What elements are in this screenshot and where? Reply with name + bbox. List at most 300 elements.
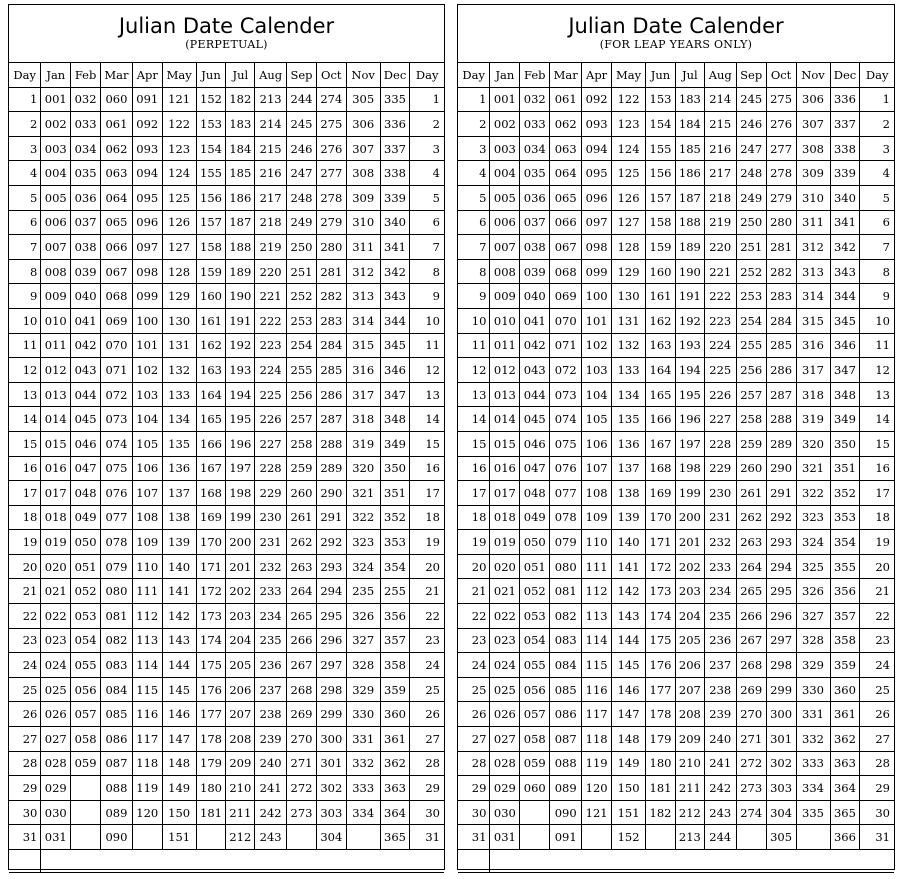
- calendar-title: Julian Date Calender: [118, 14, 335, 38]
- julian-date-cell: 096: [132, 210, 162, 235]
- julian-date-cell: 174: [196, 628, 226, 653]
- table-row: [458, 554, 894, 579]
- julian-date-cell: 300: [316, 727, 346, 752]
- julian-date-cell: 036: [520, 185, 550, 210]
- day-number-cell: 6: [9, 210, 41, 235]
- julian-date-cell: 203: [675, 579, 704, 604]
- julian-date-cell: 293: [766, 530, 796, 555]
- month-column-header: Jul: [226, 63, 255, 87]
- table-row: [458, 481, 894, 506]
- julian-date-cell: 183: [675, 87, 704, 112]
- julian-date-cell: 177: [646, 677, 676, 702]
- table-row: [458, 308, 894, 333]
- day-number-cell: 15: [860, 431, 894, 456]
- julian-date-cell: 357: [380, 628, 410, 653]
- day-number-cell: 24: [458, 653, 490, 678]
- julian-date-cell: 323: [346, 530, 380, 555]
- julian-date-cell: 150: [162, 800, 196, 825]
- day-number-cell: 15: [410, 431, 444, 456]
- julian-date-cell: 188: [226, 235, 255, 260]
- julian-date-cell: 184: [675, 112, 704, 137]
- julian-date-cell: 262: [736, 505, 766, 530]
- table-row: [9, 308, 444, 333]
- day-number-cell: 19: [410, 530, 444, 555]
- julian-date-cell: 134: [612, 382, 646, 407]
- table-row: [458, 431, 894, 456]
- julian-date-cell: 327: [346, 628, 380, 653]
- day-number-cell: 14: [410, 407, 444, 432]
- table-row: [458, 653, 894, 678]
- julian-date-cell: 283: [766, 284, 796, 309]
- julian-date-cell: 101: [132, 333, 162, 358]
- julian-date-cell: 321: [346, 481, 380, 506]
- julian-date-cell: 247: [287, 161, 317, 186]
- julian-date-cell: 181: [646, 776, 676, 801]
- julian-date-cell: 025: [490, 677, 520, 702]
- julian-date-cell: 058: [71, 727, 101, 752]
- julian-date-cell: 095: [582, 161, 612, 186]
- day-number-cell: 26: [458, 702, 490, 727]
- julian-date-cell: 022: [490, 604, 520, 629]
- julian-date-cell: 157: [196, 210, 226, 235]
- julian-date-cell: 310: [346, 210, 380, 235]
- julian-date-cell: 075: [101, 456, 133, 481]
- day-number-cell: 16: [9, 456, 41, 481]
- julian-date-cell: 307: [346, 136, 380, 161]
- julian-date-cell: 299: [316, 702, 346, 727]
- julian-date-cell: 158: [646, 210, 676, 235]
- day-number-cell: 27: [860, 727, 894, 752]
- julian-date-cell: 211: [226, 800, 255, 825]
- day-number-cell: 13: [458, 382, 490, 407]
- julian-date-cell: 074: [101, 431, 133, 456]
- julian-date-cell: 142: [162, 604, 196, 629]
- julian-date-cell: 320: [346, 456, 380, 481]
- julian-date-cell: 164: [196, 382, 226, 407]
- julian-date-cell: 212: [675, 800, 704, 825]
- julian-date-cell: 363: [830, 751, 860, 776]
- julian-date-cell: 039: [520, 259, 550, 284]
- julian-date-cell: 166: [196, 431, 226, 456]
- julian-date-cell: 119: [582, 751, 612, 776]
- julian-date-cell: 329: [346, 677, 380, 702]
- julian-date-cell: 092: [582, 87, 612, 112]
- table-row: [9, 235, 444, 260]
- julian-date-cell: 016: [490, 456, 520, 481]
- month-column-header: Aug: [704, 63, 736, 87]
- julian-date-cell: 024: [41, 653, 71, 678]
- day-number-cell: 14: [9, 407, 41, 432]
- julian-date-cell: 178: [646, 702, 676, 727]
- julian-date-cell: 182: [226, 87, 255, 112]
- day-number-cell: 13: [860, 382, 894, 407]
- day-column-header: Day: [410, 63, 444, 87]
- julian-date-cell: 319: [346, 431, 380, 456]
- julian-date-cell: 062: [101, 136, 133, 161]
- day-column-header: Day: [458, 63, 490, 87]
- julian-date-cell: 269: [287, 702, 317, 727]
- julian-date-cell: 053: [520, 604, 550, 629]
- julian-date-cell: 174: [646, 604, 676, 629]
- day-number-cell: 25: [458, 677, 490, 702]
- day-number-cell: 21: [860, 579, 894, 604]
- julian-date-cell: 281: [766, 235, 796, 260]
- julian-date-cell: 102: [582, 333, 612, 358]
- julian-date-cell: [132, 825, 162, 850]
- month-column-header: Apr: [132, 63, 162, 87]
- julian-date-cell: 224: [704, 333, 736, 358]
- julian-date-cell: 133: [162, 382, 196, 407]
- julian-date-cell: 305: [346, 87, 380, 112]
- julian-date-cell: 297: [316, 653, 346, 678]
- day-number-cell: 2: [860, 112, 894, 137]
- julian-date-cell: 024: [490, 653, 520, 678]
- julian-date-cell: 115: [132, 677, 162, 702]
- table-row: [9, 702, 444, 727]
- julian-date-cell: 148: [162, 751, 196, 776]
- julian-date-cell: 055: [520, 653, 550, 678]
- julian-date-cell: 151: [612, 800, 646, 825]
- table-row: [458, 456, 894, 481]
- julian-date-cell: 239: [704, 702, 736, 727]
- julian-date-cell: 059: [520, 751, 550, 776]
- julian-date-cell: 046: [71, 431, 101, 456]
- day-number-cell: 16: [410, 456, 444, 481]
- julian-date-cell: 129: [612, 259, 646, 284]
- day-number-cell: 2: [410, 112, 444, 137]
- julian-date-cell: 194: [675, 358, 704, 383]
- julian-date-cell: 271: [287, 751, 317, 776]
- julian-date-cell: 283: [316, 308, 346, 333]
- julian-date-cell: 233: [255, 579, 287, 604]
- julian-date-cell: 082: [101, 628, 133, 653]
- julian-date-cell: 156: [646, 161, 676, 186]
- julian-date-cell: 313: [346, 284, 380, 309]
- julian-date-cell: 114: [582, 628, 612, 653]
- julian-date-cell: 279: [766, 185, 796, 210]
- julian-date-cell: 077: [101, 505, 133, 530]
- day-number-cell: 1: [860, 87, 894, 112]
- julian-date-cell: 249: [287, 210, 317, 235]
- julian-date-cell: 065: [101, 210, 133, 235]
- julian-date-cell: 047: [71, 456, 101, 481]
- julian-date-cell: 135: [162, 431, 196, 456]
- julian-date-cell: 199: [675, 481, 704, 506]
- julian-date-cell: 233: [704, 554, 736, 579]
- julian-date-cell: 037: [520, 210, 550, 235]
- julian-date-cell: 102: [132, 358, 162, 383]
- julian-date-cell: 227: [255, 431, 287, 456]
- day-number-cell: 1: [410, 87, 444, 112]
- julian-date-cell: 257: [287, 407, 317, 432]
- julian-date-cell: 100: [582, 284, 612, 309]
- julian-date-cell: 161: [646, 284, 676, 309]
- julian-date-cell: 090: [550, 800, 582, 825]
- julian-date-cell: 020: [490, 554, 520, 579]
- month-column-header: Apr: [582, 63, 612, 87]
- julian-date-cell: 041: [71, 308, 101, 333]
- julian-date-cell: 045: [520, 407, 550, 432]
- julian-date-cell: 256: [287, 382, 317, 407]
- julian-date-cell: 358: [380, 653, 410, 678]
- table-row: [458, 751, 894, 776]
- julian-date-cell: 005: [41, 185, 71, 210]
- table-row: [9, 751, 444, 776]
- table-row: [458, 284, 894, 309]
- julian-date-cell: 033: [71, 112, 101, 137]
- julian-date-cell: 342: [380, 259, 410, 284]
- julian-date-cell: 206: [675, 653, 704, 678]
- julian-date-cell: 148: [612, 727, 646, 752]
- julian-date-cell: 351: [380, 481, 410, 506]
- julian-date-cell: 311: [346, 235, 380, 260]
- julian-date-cell: 137: [612, 456, 646, 481]
- julian-date-cell: 245: [287, 112, 317, 137]
- julian-date-cell: 361: [380, 727, 410, 752]
- julian-date-cell: 362: [830, 727, 860, 752]
- julian-date-cell: 237: [255, 677, 287, 702]
- julian-date-cell: 191: [675, 284, 704, 309]
- julian-date-cell: 172: [646, 554, 676, 579]
- table-row: [458, 161, 894, 186]
- day-number-cell: 19: [458, 530, 490, 555]
- day-number-cell: 3: [410, 136, 444, 161]
- table-row: [458, 727, 894, 752]
- julian-date-cell: 292: [766, 505, 796, 530]
- julian-date-cell: 304: [316, 825, 346, 850]
- julian-date-cell: 351: [830, 456, 860, 481]
- calendar-perpetual: [8, 4, 445, 870]
- day-number-cell: 19: [860, 530, 894, 555]
- table-row: [458, 825, 894, 850]
- julian-date-cell: 296: [316, 628, 346, 653]
- table-row: [458, 604, 894, 629]
- julian-date-cell: 325: [796, 554, 830, 579]
- julian-date-cell: 302: [316, 776, 346, 801]
- day-number-cell: 14: [860, 407, 894, 432]
- julian-date-cell: 023: [490, 628, 520, 653]
- month-column-header: Mar: [101, 63, 133, 87]
- day-number-cell: 24: [9, 653, 41, 678]
- julian-date-cell: 217: [704, 161, 736, 186]
- julian-date-cell: 125: [612, 161, 646, 186]
- julian-date-cell: 207: [675, 677, 704, 702]
- julian-date-cell: 223: [704, 308, 736, 333]
- julian-date-cell: 094: [582, 136, 612, 161]
- day-number-cell: 30: [458, 800, 490, 825]
- julian-date-cell: 226: [255, 407, 287, 432]
- month-column-header: Jun: [196, 63, 226, 87]
- julian-date-cell: 136: [162, 456, 196, 481]
- month-column-header: Feb: [520, 63, 550, 87]
- day-number-cell: 28: [860, 751, 894, 776]
- julian-date-cell: 049: [71, 505, 101, 530]
- julian-date-cell: 004: [41, 161, 71, 186]
- julian-date-cell: 320: [796, 431, 830, 456]
- table-row: [458, 87, 894, 112]
- julian-date-cell: 306: [796, 87, 830, 112]
- month-column-header: Nov: [346, 63, 380, 87]
- julian-date-cell: 001: [490, 87, 520, 112]
- day-number-cell: 9: [9, 284, 41, 309]
- julian-date-cell: 047: [520, 456, 550, 481]
- julian-date-cell: 209: [226, 751, 255, 776]
- header-row: [9, 63, 444, 87]
- julian-date-cell: 119: [132, 776, 162, 801]
- julian-date-cell: 056: [520, 677, 550, 702]
- julian-date-cell: 075: [550, 431, 582, 456]
- julian-date-cell: 022: [41, 604, 71, 629]
- julian-date-cell: 143: [162, 628, 196, 653]
- julian-date-cell: 339: [830, 161, 860, 186]
- day-number-cell: 27: [410, 727, 444, 752]
- day-number-cell: 28: [410, 751, 444, 776]
- julian-date-cell: 341: [380, 235, 410, 260]
- julian-date-cell: 348: [830, 382, 860, 407]
- julian-date-cell: 169: [196, 505, 226, 530]
- julian-date-cell: 206: [226, 677, 255, 702]
- julian-date-cell: 305: [766, 825, 796, 850]
- julian-date-cell: 038: [71, 235, 101, 260]
- julian-date-cell: 279: [316, 210, 346, 235]
- day-number-cell: 7: [9, 235, 41, 260]
- table-row: [9, 554, 444, 579]
- julian-date-cell: 035: [71, 161, 101, 186]
- julian-date-cell: 197: [226, 456, 255, 481]
- day-number-cell: 21: [410, 579, 444, 604]
- julian-date-cell: 268: [736, 653, 766, 678]
- julian-date-cell: 228: [704, 431, 736, 456]
- julian-date-cell: 094: [132, 161, 162, 186]
- table-row: [458, 628, 894, 653]
- julian-date-cell: 215: [255, 136, 287, 161]
- julian-date-cell: 365: [830, 800, 860, 825]
- julian-date-cell: 184: [226, 136, 255, 161]
- julian-date-cell: 232: [704, 530, 736, 555]
- month-column-header: Sep: [287, 63, 317, 87]
- julian-date-cell: 197: [675, 431, 704, 456]
- julian-date-cell: 231: [704, 505, 736, 530]
- julian-date-cell: 182: [646, 800, 676, 825]
- julian-date-cell: 049: [520, 505, 550, 530]
- julian-date-cell: 241: [704, 751, 736, 776]
- julian-date-cell: 065: [550, 185, 582, 210]
- julian-date-cell: 056: [71, 677, 101, 702]
- julian-date-cell: 179: [646, 727, 676, 752]
- julian-date-cell: 194: [226, 382, 255, 407]
- julian-date-cell: 329: [796, 653, 830, 678]
- day-number-cell: 8: [410, 259, 444, 284]
- julian-date-cell: 018: [41, 505, 71, 530]
- day-number-cell: 12: [860, 358, 894, 383]
- julian-date-cell: 253: [287, 308, 317, 333]
- julian-date-cell: 111: [582, 554, 612, 579]
- month-column-header: Jan: [490, 63, 520, 87]
- julian-date-cell: 330: [796, 677, 830, 702]
- table-row: [458, 235, 894, 260]
- day-number-cell: 22: [458, 604, 490, 629]
- julian-date-cell: 195: [226, 407, 255, 432]
- julian-date-cell: 218: [255, 210, 287, 235]
- julian-date-cell: 160: [196, 284, 226, 309]
- julian-date-cell: 213: [675, 825, 704, 850]
- month-column-header: Dec: [380, 63, 410, 87]
- julian-date-cell: 210: [226, 776, 255, 801]
- julian-date-cell: 249: [736, 185, 766, 210]
- julian-date-cell: 345: [830, 308, 860, 333]
- julian-date-cell: 053: [71, 604, 101, 629]
- day-number-cell: 25: [410, 677, 444, 702]
- julian-date-cell: 120: [582, 776, 612, 801]
- julian-date-cell: 260: [736, 456, 766, 481]
- julian-date-cell: 298: [316, 677, 346, 702]
- julian-date-cell: 120: [132, 800, 162, 825]
- julian-date-cell: 173: [196, 604, 226, 629]
- julian-date-cell: 064: [550, 161, 582, 186]
- julian-date-cell: 118: [582, 727, 612, 752]
- julian-date-cell: 060: [520, 776, 550, 801]
- julian-date-cell: 179: [196, 751, 226, 776]
- julian-date-cell: 077: [550, 481, 582, 506]
- julian-date-cell: 115: [582, 653, 612, 678]
- julian-date-cell: 130: [612, 284, 646, 309]
- julian-date-cell: 274: [736, 800, 766, 825]
- julian-date-cell: 192: [226, 333, 255, 358]
- julian-date-cell: 108: [582, 481, 612, 506]
- julian-date-cell: 180: [646, 751, 676, 776]
- julian-date-cell: 216: [704, 136, 736, 161]
- julian-date-cell: 186: [226, 185, 255, 210]
- day-number-cell: 6: [458, 210, 490, 235]
- table-row: [9, 579, 444, 604]
- julian-date-cell: 360: [380, 702, 410, 727]
- julian-date-cell: 294: [316, 579, 346, 604]
- julian-date-cell: 258: [736, 407, 766, 432]
- julian-date-cell: 147: [612, 702, 646, 727]
- julian-date-cell: 028: [490, 751, 520, 776]
- julian-date-cell: 064: [101, 185, 133, 210]
- julian-date-cell: 339: [380, 185, 410, 210]
- julian-date-cell: 112: [132, 604, 162, 629]
- julian-date-cell: 335: [380, 87, 410, 112]
- julian-date-cell: 012: [41, 358, 71, 383]
- julian-date-cell: 255: [287, 358, 317, 383]
- julian-date-cell: 357: [830, 604, 860, 629]
- day-number-cell: 12: [9, 358, 41, 383]
- julian-date-cell: 180: [196, 776, 226, 801]
- table-row: [458, 776, 894, 801]
- julian-date-cell: 009: [41, 284, 71, 309]
- julian-date-cell: 050: [520, 530, 550, 555]
- julian-date-cell: 354: [830, 530, 860, 555]
- julian-date-cell: 162: [196, 333, 226, 358]
- julian-date-cell: 331: [346, 727, 380, 752]
- julian-date-cell: 098: [132, 259, 162, 284]
- julian-date-cell: 013: [41, 382, 71, 407]
- julian-date-cell: 235: [704, 604, 736, 629]
- julian-date-cell: 269: [736, 677, 766, 702]
- julian-date-cell: 346: [380, 358, 410, 383]
- month-column-header: Jan: [41, 63, 71, 87]
- julian-date-cell: 345: [380, 333, 410, 358]
- day-number-cell: 2: [458, 112, 490, 137]
- julian-date-cell: 021: [490, 579, 520, 604]
- julian-date-cell: 264: [287, 579, 317, 604]
- day-number-cell: 29: [860, 776, 894, 801]
- julian-date-cell: 196: [226, 431, 255, 456]
- julian-date-cell: 215: [704, 112, 736, 137]
- day-number-cell: 18: [458, 505, 490, 530]
